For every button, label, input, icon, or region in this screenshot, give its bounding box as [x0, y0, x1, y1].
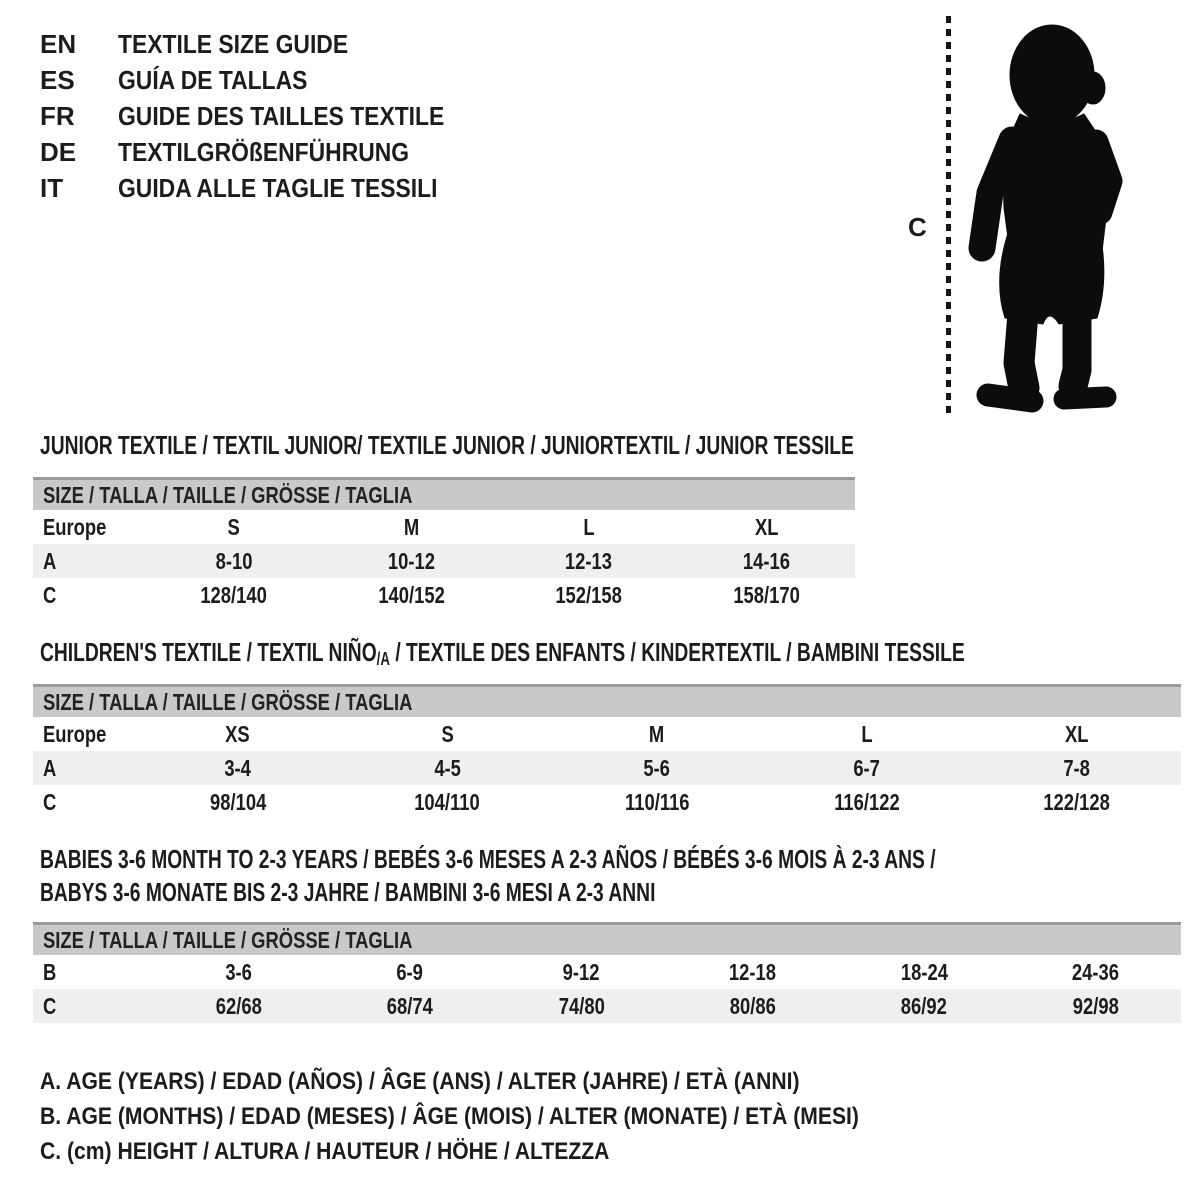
row-label-cell: A — [43, 548, 57, 574]
children-section-title — [40, 638, 965, 673]
size-cell: 128/140 — [200, 582, 267, 608]
size-cell: 5-6 — [643, 755, 671, 781]
size-cell: 18-24 — [900, 959, 948, 985]
size-cell: 140/152 — [377, 582, 445, 608]
language-row — [40, 170, 489, 206]
table-row — [33, 578, 855, 612]
size-cell: L — [583, 514, 595, 540]
size-cell: 104/110 — [414, 789, 481, 815]
language-row — [40, 26, 489, 62]
size-header-bar — [33, 684, 1181, 717]
size-cell: 14-16 — [742, 548, 790, 574]
size-cell: S — [227, 514, 240, 540]
language-title: TEXTILE SIZE GUIDE — [118, 29, 349, 59]
size-header-label: SIZE / TALLA / TAILLE / GRÖSSE / TAGLIA — [43, 482, 413, 508]
size-cell: 98/104 — [209, 789, 266, 815]
size-cell: 24-36 — [1071, 959, 1119, 985]
legend-age-years: A. AGE (YEARS) / EDAD (AÑOS) / ÂGE (ANS) / ALTER (JAHRE) / ETÀ (ANNI) — [40, 1068, 800, 1095]
legend — [40, 1064, 971, 1169]
language-title: TEXTILGRÖßENFÜHRUNG — [118, 137, 410, 167]
size-cell: 4-5 — [434, 755, 461, 781]
junior-section-title: JUNIOR TEXTILE / TEXTIL JUNIOR/ TEXTILE JUNIOR / JUNIORTEXTIL / JUNIOR TESSILE — [40, 430, 854, 460]
size-cell: 3-4 — [224, 755, 252, 781]
measure-label-c: C — [908, 212, 927, 242]
language-code: FR — [40, 101, 75, 131]
size-cell: XL — [1064, 721, 1088, 747]
language-row — [40, 98, 489, 134]
children-size-table — [33, 684, 1181, 819]
row-label-cell: C — [43, 582, 57, 608]
language-row — [40, 134, 489, 170]
size-cell: 92/98 — [1072, 993, 1119, 1019]
size-cell: XS — [225, 721, 251, 747]
size-cell: 12-13 — [565, 548, 613, 574]
table-row — [33, 989, 1181, 1023]
size-cell: 74/80 — [558, 993, 605, 1019]
legend-height-cm: C. (cm) HEIGHT / ALTURA / HAUTEUR / HÖHE / ALTEZZA — [40, 1138, 610, 1165]
size-header-bar — [33, 477, 855, 510]
language-title: GUIDA ALLE TAGLIE TESSILI — [118, 173, 438, 203]
size-cell: M — [649, 721, 665, 747]
legend-age-months: B. AGE (MONTHS) / EDAD (MESES) / ÂGE (MOIS) / ALTER (MONATE) / ETÀ (MESI) — [40, 1103, 859, 1130]
language-code: ES — [40, 65, 75, 95]
language-title: GUÍA DE TALLAS — [118, 65, 308, 95]
size-cell: 152/158 — [555, 582, 622, 608]
size-cell: 3-6 — [225, 959, 252, 985]
size-cell: 116/122 — [833, 789, 900, 815]
children-title-sub: /A — [376, 649, 390, 669]
size-cell: 12-18 — [729, 959, 777, 985]
size-cell: S — [441, 721, 454, 747]
size-cell: 6-7 — [853, 755, 880, 781]
children-title-part1: CHILDREN'S TEXTILE / TEXTIL NIÑO — [40, 637, 377, 667]
toddler-silhouette — [960, 18, 1140, 420]
size-cell: 68/74 — [386, 993, 434, 1019]
size-cell: 86/92 — [900, 993, 948, 1019]
language-row — [40, 62, 489, 98]
size-cell: 62/68 — [215, 993, 262, 1019]
language-code: EN — [40, 29, 77, 59]
size-cell: 110/116 — [624, 789, 690, 815]
children-title-part2: / TEXTILE DES ENFANTS / KINDERTEXTIL / BAMBINI TESSILE — [389, 637, 965, 667]
height-measure-line — [946, 16, 951, 416]
size-header-bar — [33, 922, 1181, 955]
size-cell: 80/86 — [729, 993, 776, 1019]
table-row — [33, 717, 1181, 751]
row-label-cell: A — [43, 755, 57, 781]
size-cell: 9-12 — [562, 959, 600, 985]
table-row — [33, 955, 1181, 989]
language-title: GUIDE DES TAILLES TEXTILE — [118, 101, 445, 131]
language-code: IT — [40, 173, 64, 203]
table-row — [33, 510, 855, 544]
row-label-cell: B — [43, 959, 57, 985]
row-label-cell: Europe — [43, 514, 107, 540]
table-row — [33, 544, 855, 578]
size-cell: 8-10 — [215, 548, 253, 574]
babies-section-title-line2: BABYS 3-6 MONATE BIS 2-3 JAHRE / BAMBINI 3-6 MESI A 2-3 ANNI — [40, 877, 656, 907]
size-cell: XL — [754, 514, 778, 540]
size-cell: 122/128 — [1042, 789, 1110, 815]
babies-size-table — [33, 922, 1181, 1023]
size-cell: L — [860, 721, 873, 747]
size-header-label: SIZE / TALLA / TAILLE / GRÖSSE / TAGLIA — [43, 927, 413, 953]
language-code: DE — [40, 137, 77, 167]
size-cell: 10-12 — [387, 548, 435, 574]
babies-section-title-line1: BABIES 3-6 MONTH TO 2-3 YEARS / BEBÉS 3-6 MESES A 2-3 AÑOS / BÉBÉS 3-6 MOIS À 2-3 ANS / — [40, 844, 936, 874]
size-cell: 6-9 — [396, 959, 424, 985]
size-header-label: SIZE / TALLA / TAILLE / GRÖSSE / TAGLIA — [43, 689, 413, 715]
size-cell: 7-8 — [1062, 755, 1090, 781]
row-label-cell: C — [43, 993, 57, 1019]
language-list — [40, 26, 489, 206]
table-row — [33, 785, 1181, 819]
size-cell: 158/170 — [732, 582, 800, 608]
row-label-cell: C — [43, 789, 57, 815]
size-cell: M — [403, 514, 419, 540]
row-label-cell: Europe — [43, 721, 107, 747]
junior-size-table — [33, 477, 855, 612]
table-row — [33, 751, 1181, 785]
